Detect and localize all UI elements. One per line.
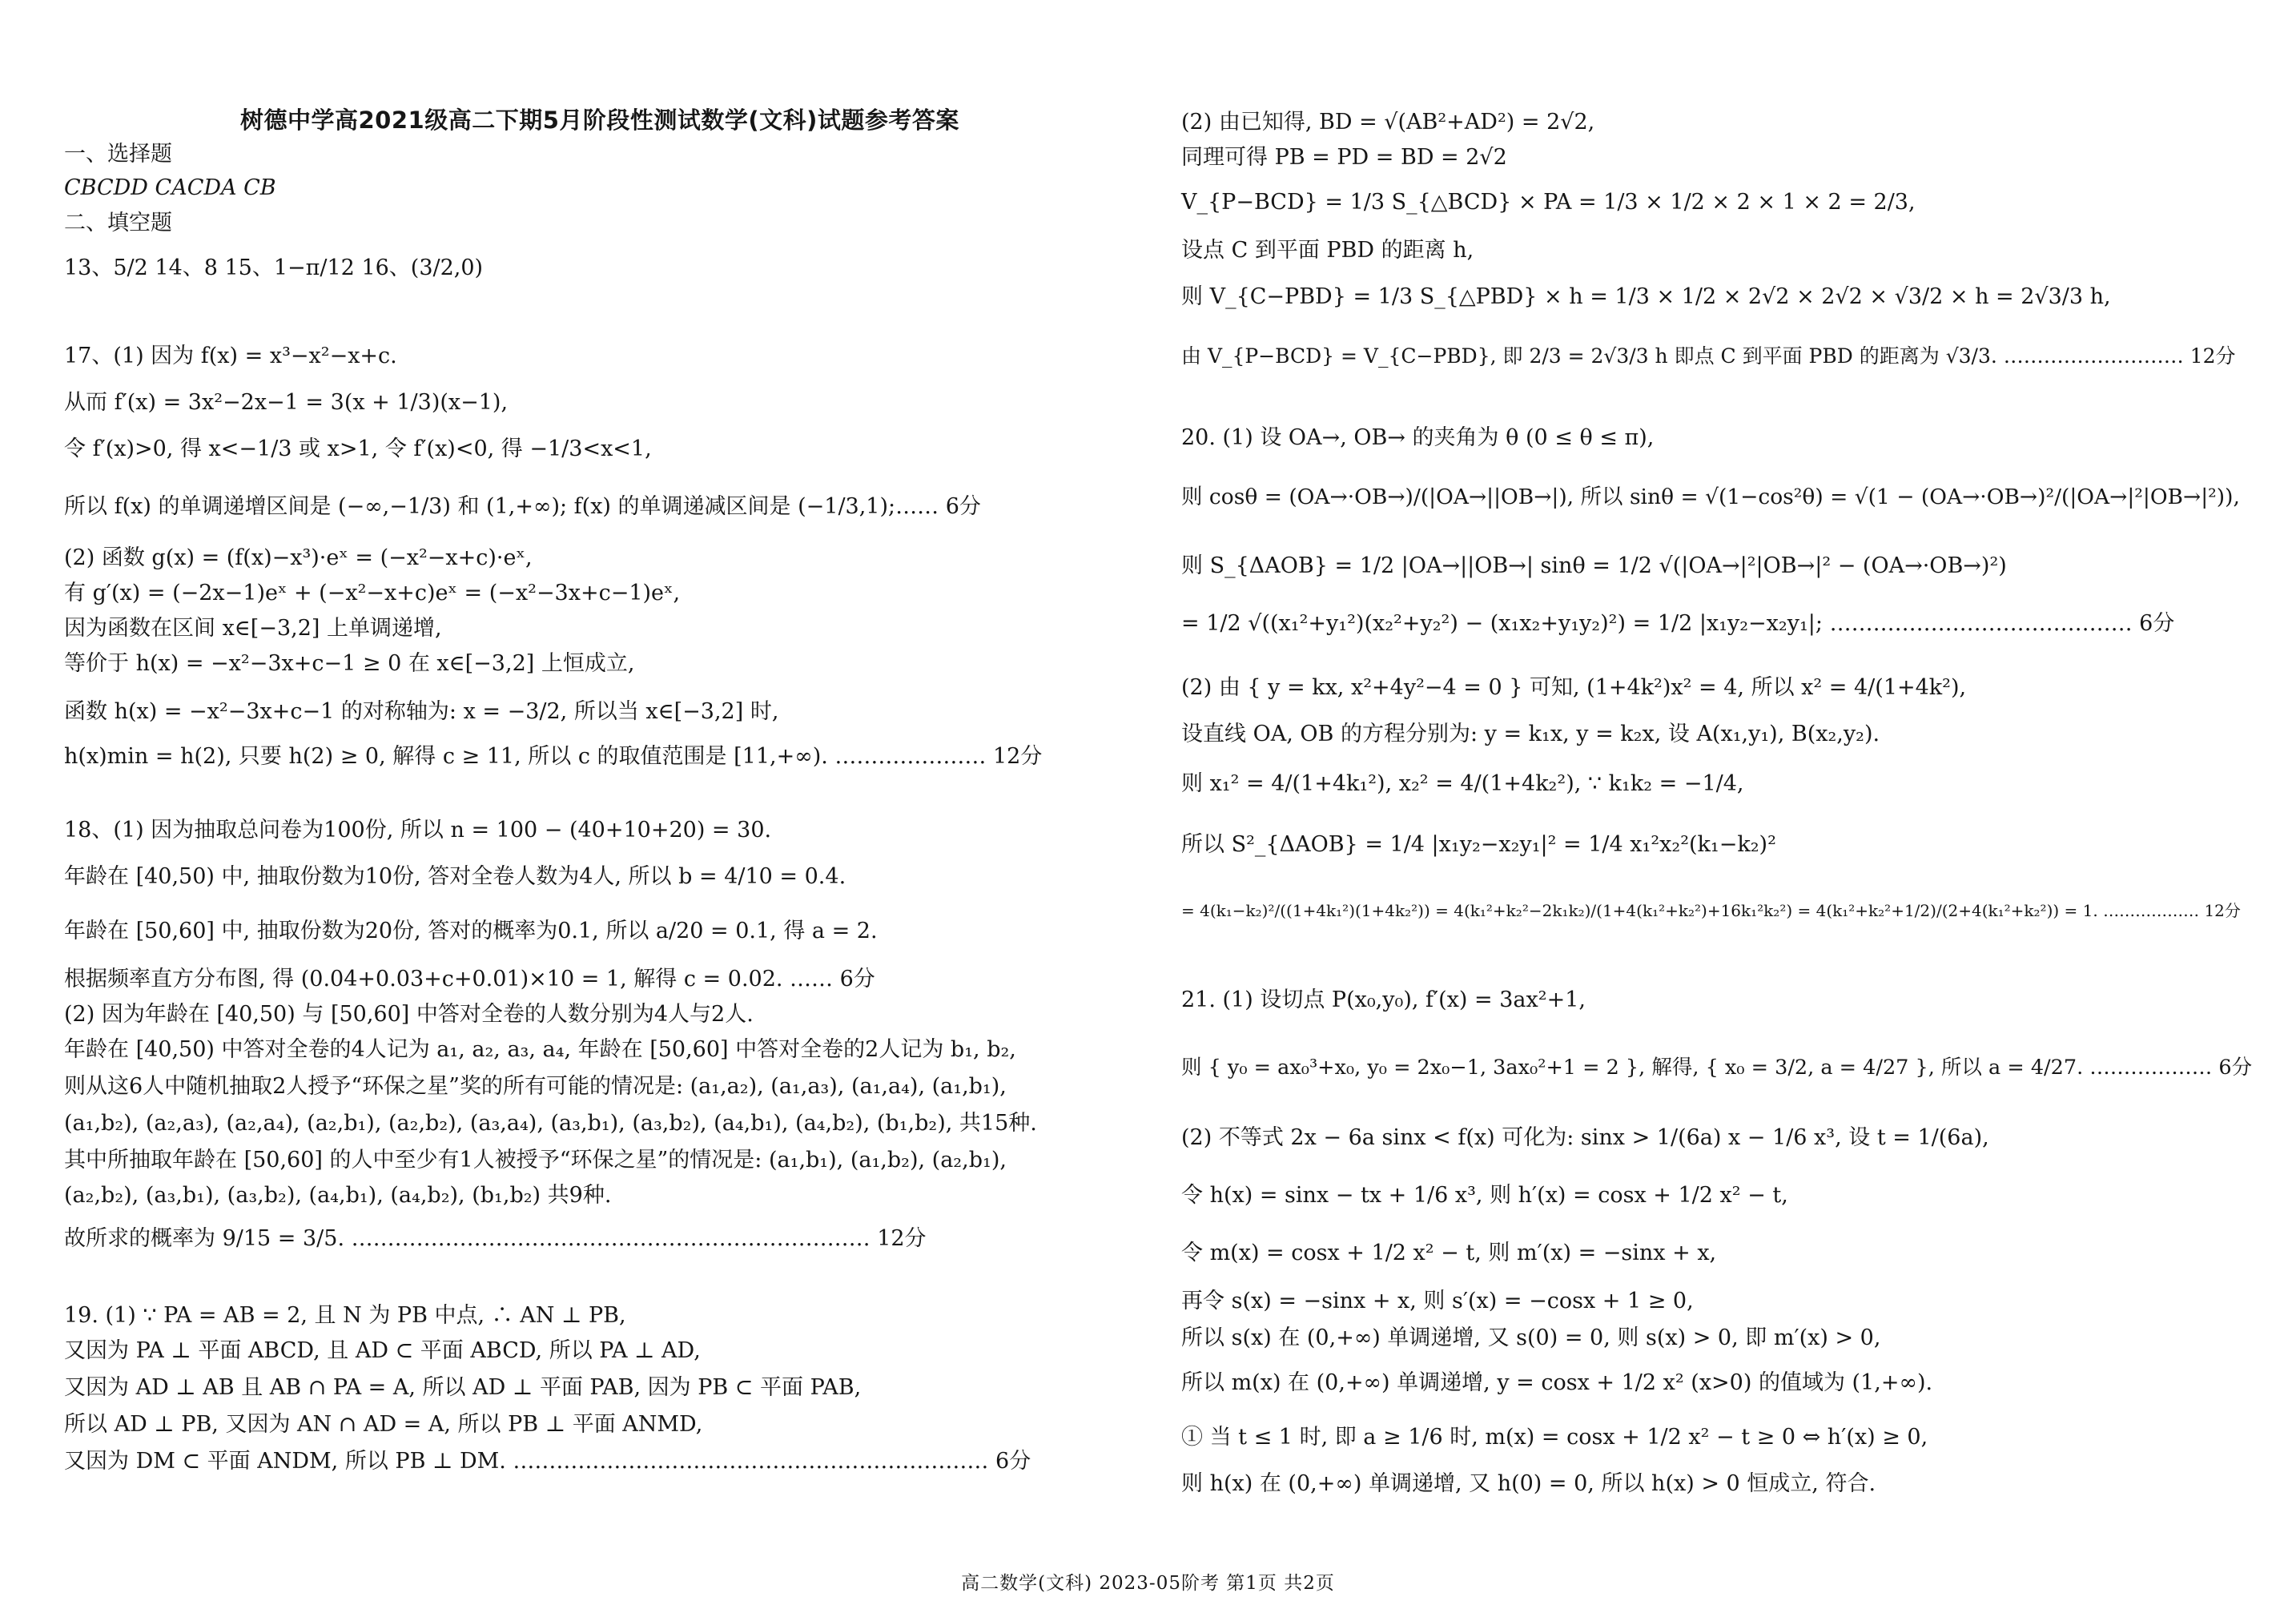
q18-line: (2) 因为年龄在 [40,50) 与 [50,60] 中答对全卷的人数分别为4人与2人. [64,1002,754,1027]
q18-line: 根据频率直方分布图, 得 (0.04+0.03+c+0.01)×10 = 1, 解得 c = 0.02. …… 6分 [64,967,875,992]
q21-line: ① 当 t ≤ 1 时, 即 a ≥ 1/6 时, m(x) = cosx + 1/2 x² − t ≥ 0 ⇔ h′(x) ≥ 0, [1181,1425,1928,1450]
q20-line: 则 cosθ = (OA→·OB→)/(|OA→||OB→|), 所以 sinθ = √(1−cos²θ) = √(1 − (OA→·OB→)²/(|OA→|²|OB→|²)), [1181,485,2240,509]
section-heading-choice: 一、选择题 [64,142,172,167]
q21-line: 令 m(x) = cosx + 1/2 x² − t, 则 m′(x) = −sinx + x, [1181,1241,1717,1265]
q18-line: 年龄在 [50,60] 中, 抽取份数为20份, 答对的概率为0.1, 所以 a/20 = 0.1, 得 a = 2. [64,919,878,943]
q17-line: h(x)min = h(2), 只要 h(2) ≥ 0, 解得 c ≥ 11, 所以 c 的取值范围是 [11,+∞). ………………… 12分 [64,744,1043,769]
q20-line: (2) 由 { y = kx, x²+4y²−4 = 0 } 可知, (1+4k²)x² = 4, 所以 x² = 4/(1+4k²), [1181,675,1967,700]
q17-line: 因为函数在区间 x∈[−3,2] 上单调递增, [64,616,442,641]
q17-line: 17、(1) 因为 f(x) = x³−x²−x+c. [64,344,397,368]
q21-line: (2) 不等式 2x − 6a sinx < f(x) 可化为: sinx > 1/(6a) x − 1/6 x³, 设 t = 1/(6a), [1181,1125,1989,1150]
q18-line: (a₁,b₂), (a₂,a₃), (a₂,a₄), (a₂,b₁), (a₂,b₂), (a₃,a₄), (a₃,b₁), (a₃,b₂), (a₄,b₁), (a₄,b₂), (b₁,b₂), 共15种. [64,1111,1037,1136]
q19-line: 又因为 AD ⊥ AB 且 AB ∩ PA = A, 所以 AD ⊥ 平面 PAB, 因为 PB ⊂ 平面 PAB, [64,1375,862,1400]
q18-line: 18、(1) 因为抽取总问卷为100份, 所以 n = 100 − (40+10+20) = 30. [64,818,772,843]
q19-line: 又因为 DM ⊂ 平面 ANDM, 所以 PB ⊥ DM. ………………………………………………………… 6分 [64,1449,1031,1474]
q20-line: 设直线 OA, OB 的方程分别为: y = k₁x, y = k₂x, 设 A(x₁,y₁), B(x₂,y₂). [1181,722,1880,746]
choice-answers: CBCDD CACDA CB [64,175,276,200]
q19-line: 所以 AD ⊥ PB, 又因为 AN ∩ AD = A, 所以 PB ⊥ 平面 ANMD, [64,1412,703,1437]
q17-line: 等价于 h(x) = −x²−3x+c−1 ≥ 0 在 x∈[−3,2] 上恒成立, [64,651,635,676]
page-footer: 高二数学(文科) 2023-05阶考 第1页 共2页 [961,1573,1335,1594]
q18-line: 故所求的概率为 9/15 = 3/5. ……………………………………………………………… 12分 [64,1226,927,1251]
page-title: 树德中学高2021级高二下期5月阶段性测试数学(文科)试题参考答案 [240,107,959,134]
q20-line: 则 S_{ΔAOB} = 1/2 |OA→||OB→| sinθ = 1/2 √(|OA→|²|OB→|² − (OA→·OB→)²) [1181,553,2007,578]
q19-part2-line: 由 V_{P−BCD} = V_{C−PBD}, 即 2/3 = 2√3/3 h 即点 C 到平面 PBD 的距离为 √3/3. ……………………… 12分 [1181,344,2236,368]
q19-part2-line: V_{P−BCD} = 1/3 S_{△BCD} × PA = 1/3 × 1/2 × 2 × 1 × 2 = 2/3, [1181,190,1916,215]
q20-line: 所以 S²_{ΔAOB} = 1/4 |x₁y₂−x₂y₁|² = 1/4 x₁²x₂²(k₁−k₂)² [1181,832,1776,857]
q20-line: 则 x₁² = 4/(1+4k₁²), x₂² = 4/(1+4k₂²), ∵ k₁k₂ = −1/4, [1181,771,1744,796]
q17-line: 令 f′(x)>0, 得 x<−1/3 或 x>1, 令 f′(x)<0, 得 −1/3<x<1, [64,436,652,461]
q17-line: 从而 f′(x) = 3x²−2x−1 = 3(x + 1/3)(x−1), [64,390,509,415]
q19-part2-line: 设点 C 到平面 PBD 的距离 h, [1181,238,1474,263]
q20-line: = 1/2 √((x₁²+y₁²)(x₂²+y₂²) − (x₁x₂+y₁y₂)²) = 1/2 |x₁y₂−x₂y₁|; …………………………………… 6分 [1181,611,2175,636]
q18-line: 则从这6人中随机抽取2人授予“环保之星”奖的所有可能的情况是: (a₁,a₂), (a₁,a₃), (a₁,a₄), (a₁,b₁), [64,1074,1007,1099]
q21-line: 21. (1) 设切点 P(x₀,y₀), f′(x) = 3ax²+1, [1181,987,1586,1012]
q20-line: 20. (1) 设 OA→, OB→ 的夹角为 θ (0 ≤ θ ≤ π), [1181,425,1655,450]
q19-line: 19. (1) ∵ PA = AB = 2, 且 N 为 PB 中点, ∴ AN ⊥ PB, [64,1303,626,1328]
q21-line: 所以 m(x) 在 (0,+∞) 单调递增, y = cosx + 1/2 x² (x>0) 的值域为 (1,+∞). [1181,1370,1933,1395]
q17-line: 有 g′(x) = (−2x−1)eˣ + (−x²−x+c)eˣ = (−x²−3x+c−1)eˣ, [64,581,681,605]
q21-line: 令 h(x) = sinx − tx + 1/6 x³, 则 h′(x) = cosx + 1/2 x² − t, [1181,1183,1788,1208]
q19-part2-line: (2) 由已知得, BD = √(AB²+AD²) = 2√2, [1181,110,1595,135]
q19-part2-line: 则 V_{C−PBD} = 1/3 S_{△PBD} × h = 1/3 × 1/2 × 2√2 × 2√2 × √3/2 × h = 2√3/3 h, [1181,284,2111,309]
q20-line: = 4(k₁−k₂)²/((1+4k₁²)(1+4k₂²)) = 4(k₁²+k₂²−2k₁k₂)/(1+4(k₁²+k₂²)+16k₁²k₂²) = 4(k₁²+k₂²+1/2)/(2+4(k₁²+k₂²)) = 1. ……………… 12分 [1181,901,2241,920]
q18-line: 年龄在 [40,50) 中, 抽取份数为10份, 答对全卷人数为4人, 所以 b = 4/10 = 0.4. [64,864,846,889]
q17-line: 函数 h(x) = −x²−3x+c−1 的对称轴为: x = −3/2, 所以当 x∈[−3,2] 时, [64,699,779,724]
q21-line: 再令 s(x) = −sinx + x, 则 s′(x) = −cosx + 1 ≥ 0, [1181,1289,1694,1313]
q18-line: (a₂,b₂), (a₃,b₁), (a₃,b₂), (a₄,b₁), (a₄,b₂), (b₁,b₂) 共9种. [64,1183,612,1208]
q21-line: 所以 s(x) 在 (0,+∞) 单调递增, 又 s(0) = 0, 则 s(x) > 0, 即 m′(x) > 0, [1181,1325,1881,1350]
q17-line: (2) 函数 g(x) = (f(x)−x³)·eˣ = (−x²−x+c)·eˣ, [64,545,533,570]
q17-line: 所以 f(x) 的单调递增区间是 (−∞,−1/3) 和 (1,+∞); f(x) 的单调递减区间是 (−1/3,1);…… 6分 [64,494,981,519]
q18-line: 其中所抽取年龄在 [50,60] 的人中至少有1人被授予“环保之星”的情况是: (a₁,b₁), (a₁,b₂), (a₂,b₁), [64,1148,1007,1173]
q19-part2-line: 同理可得 PB = PD = BD = 2√2 [1181,145,1507,170]
q19-line: 又因为 PA ⊥ 平面 ABCD, 且 AD ⊂ 平面 ABCD, 所以 PA ⊥ AD, [64,1338,701,1363]
q21-line: 则 { y₀ = ax₀³+x₀, y₀ = 2x₀−1, 3ax₀²+1 = 2 }, 解得, { x₀ = 3/2, a = 4/27 }, 所以 a = 4/27. ……………… 6分 [1181,1056,2253,1080]
section-heading-fill: 二、填空题 [64,211,172,235]
fill-answers: 13、5/2 14、8 15、1−π/12 16、(3/2,0) [64,255,484,280]
q21-line: 则 h(x) 在 (0,+∞) 单调递增, 又 h(0) = 0, 所以 h(x) > 0 恒成立, 符合. [1181,1471,1876,1496]
q18-line: 年龄在 [40,50) 中答对全卷的4人记为 a₁, a₂, a₃, a₄, 年龄在 [50,60] 中答对全卷的2人记为 b₁, b₂, [64,1037,1016,1062]
